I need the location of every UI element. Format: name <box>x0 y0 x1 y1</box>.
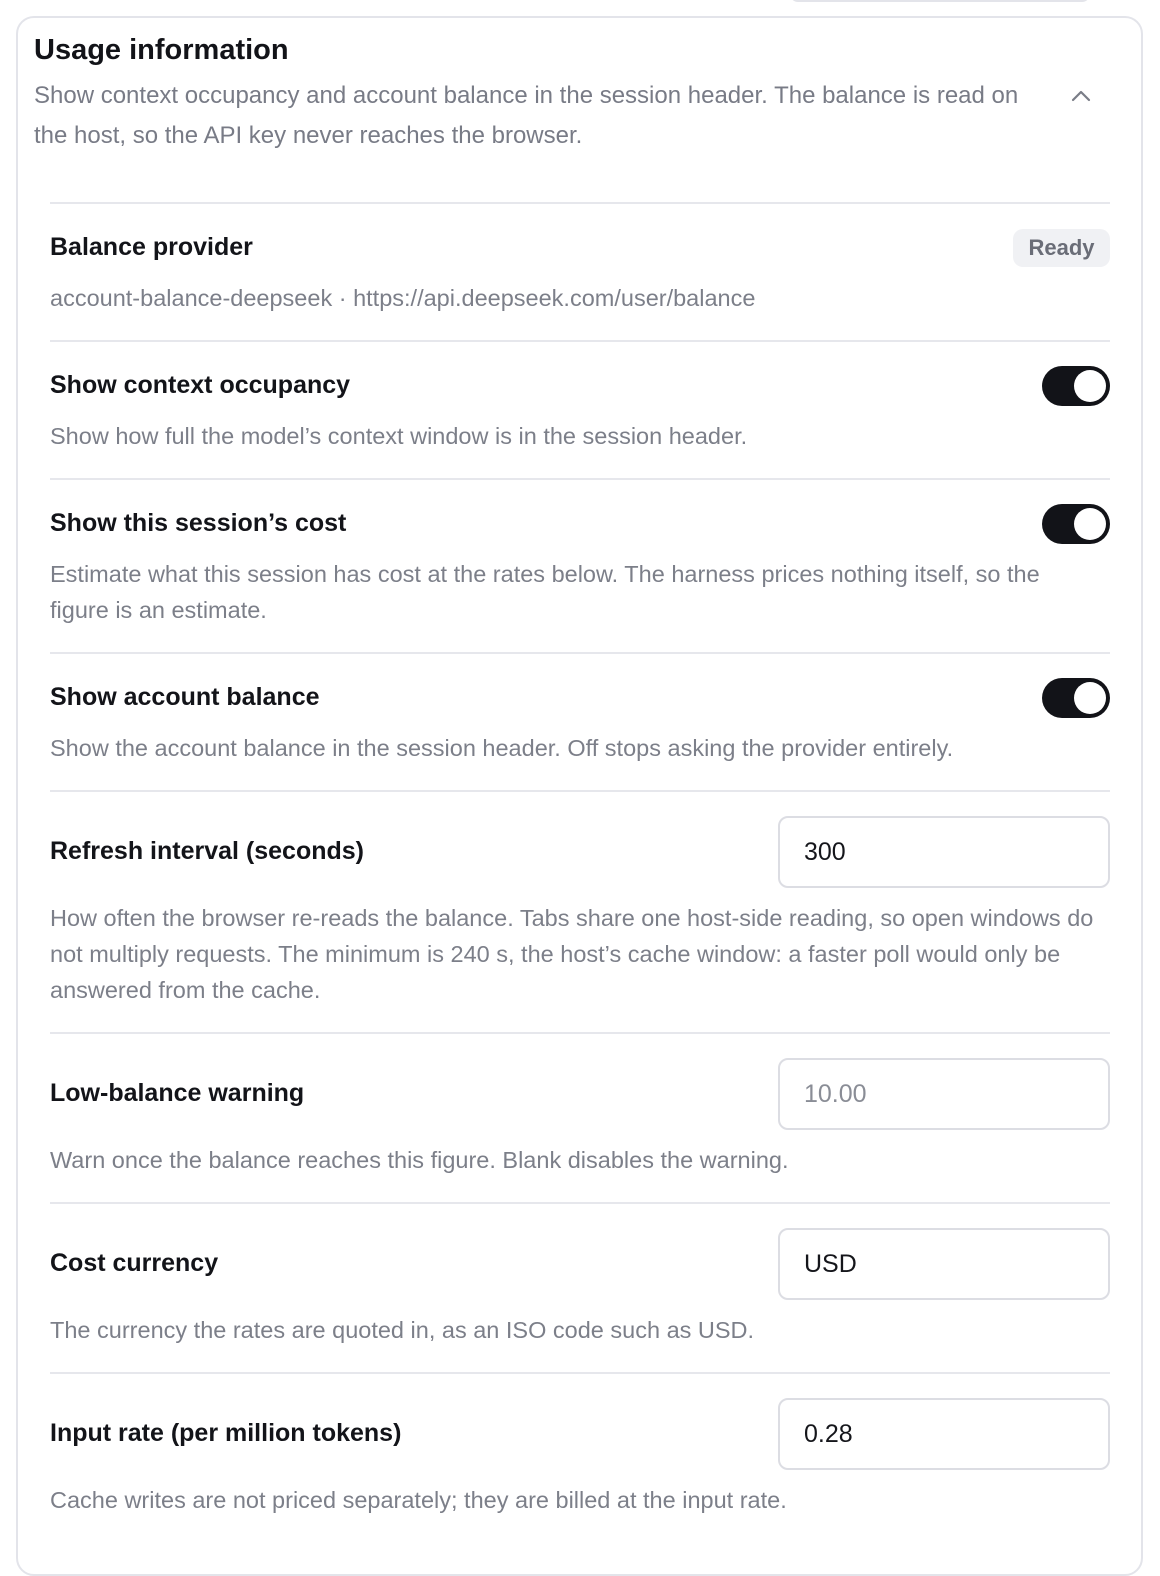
input-rate-input[interactable] <box>778 1398 1110 1470</box>
cost-currency-label: Cost currency <box>50 1249 219 1277</box>
toggle-knob <box>1074 682 1106 714</box>
divider <box>50 1372 1110 1374</box>
cost-currency-description: The currency the rates are quoted in, as an ISO code such as USD. <box>50 1317 755 1343</box>
context-occupancy-description: Show how full the model’s context window is in the session header. <box>50 423 748 449</box>
divider <box>50 790 1110 792</box>
divider <box>50 202 1110 204</box>
account-balance-label: Show account balance <box>50 683 320 711</box>
divider <box>50 478 1110 480</box>
divider <box>50 652 1110 654</box>
low-balance-description: Warn once the balance reaches this figure. Blank disables the warning. <box>50 1147 789 1173</box>
session-cost-label: Show this session’s cost <box>50 509 347 537</box>
input-rate-label: Input rate (per million tokens) <box>50 1419 402 1447</box>
chevron-up-icon[interactable] <box>1070 88 1092 104</box>
low-balance-input[interactable] <box>778 1058 1110 1130</box>
section-description: Show context occupancy and account balance in the session header. The balance is read on the host, so the API key never reaches the browser. <box>34 82 1019 149</box>
refresh-interval-label: Refresh interval (seconds) <box>50 837 364 865</box>
status-badge: Ready <box>1013 229 1110 267</box>
context-occupancy-label: Show context occupancy <box>50 371 351 399</box>
low-balance-label: Low-balance warning <box>50 1079 305 1107</box>
section-header <box>34 30 1094 156</box>
context-occupancy-toggle[interactable] <box>1042 366 1110 406</box>
input-rate-description: Cache writes are not priced separately; they are billed at the input rate. <box>50 1487 787 1513</box>
divider <box>50 1202 1110 1204</box>
toggle-knob <box>1074 508 1106 540</box>
refresh-interval-description: How often the browser re-reads the balance. Tabs share one host-side reading, so open windows do not multiply requests. The minimum is 240 s, the host’s cache window: a faster poll would only be answered from the cache. <box>50 905 1094 1003</box>
previous-card-edge <box>790 0 1090 2</box>
balance-provider-detail: account-balance-deepseek · https://api.deepseek.com/user/balance <box>50 285 756 311</box>
session-cost-description: Estimate what this session has cost at the rates below. The harness prices nothing itself, so the figure is an estimate. <box>50 561 1040 623</box>
section-title: Usage information <box>34 34 289 66</box>
balance-provider-label: Balance provider <box>50 233 253 261</box>
account-balance-description: Show the account balance in the session header. Off stops asking the provider entirely. <box>50 735 954 761</box>
cost-currency-input[interactable] <box>778 1228 1110 1300</box>
session-cost-toggle[interactable] <box>1042 504 1110 544</box>
toggle-knob <box>1074 370 1106 402</box>
refresh-interval-input[interactable] <box>778 816 1110 888</box>
divider <box>50 1032 1110 1034</box>
divider <box>50 340 1110 342</box>
account-balance-toggle[interactable] <box>1042 678 1110 718</box>
